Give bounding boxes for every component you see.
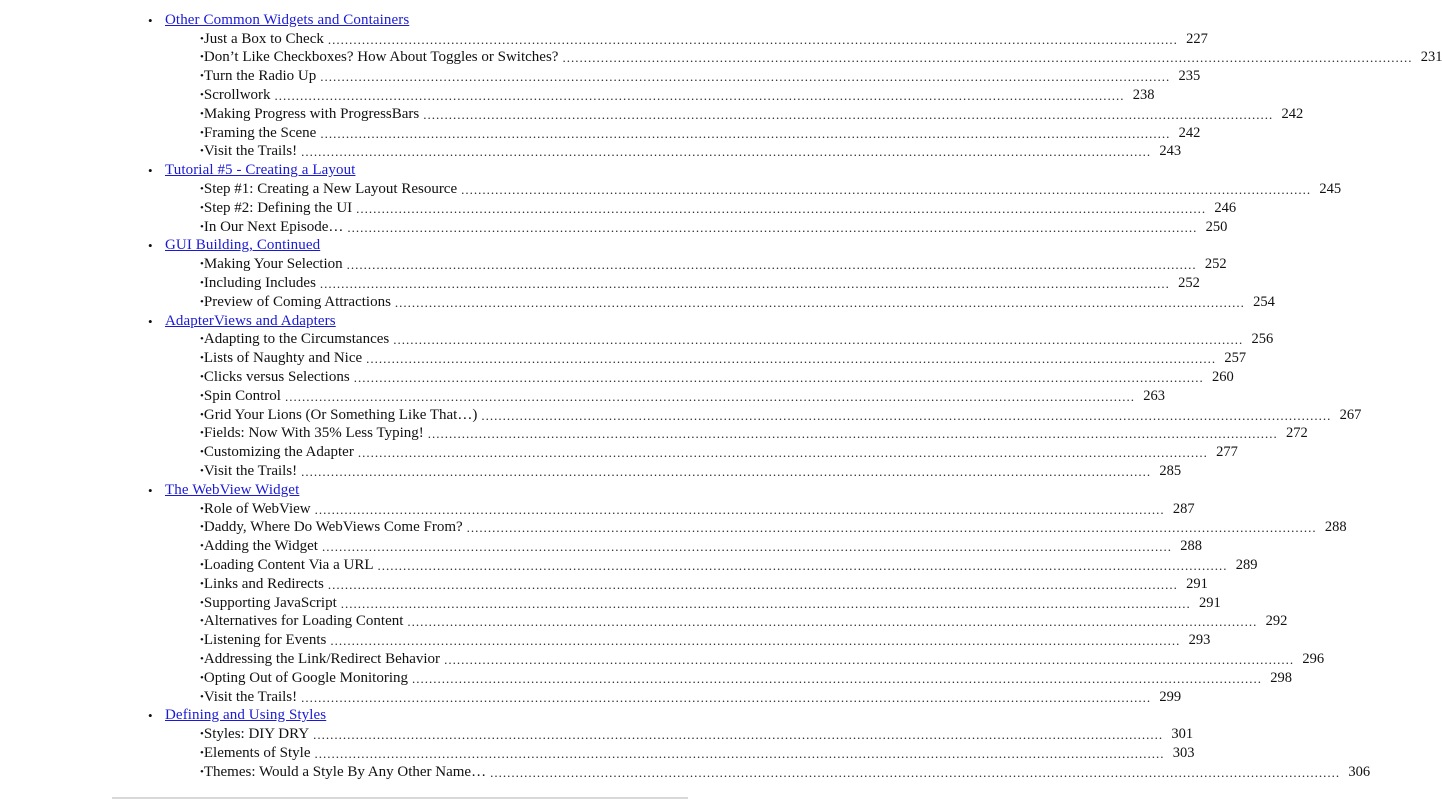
toc-entry xyxy=(200,30,1208,49)
dot-leader: ........................................................................................................................................................................................................ xyxy=(301,144,1152,160)
bullet-icon: • xyxy=(200,596,204,609)
dot-leader: ........................................................................................................................................................................................................ xyxy=(274,88,1125,104)
toc-entry xyxy=(200,368,1234,387)
dot-leader: ........................................................................................................................................................................................................ xyxy=(327,576,1178,592)
bullet-icon: • xyxy=(200,145,204,158)
dot-leader: ........................................................................................................................................................................................................ xyxy=(320,69,1171,85)
page-number: 246 xyxy=(1214,199,1237,216)
bullet-icon: • xyxy=(200,427,204,440)
bullet-icon: • xyxy=(200,89,204,102)
bullet-icon: • xyxy=(200,502,204,515)
bullet-icon: • xyxy=(200,652,204,665)
dot-leader: ........................................................................................................................................................................................................ xyxy=(330,633,1181,649)
page-number: 267 xyxy=(1339,406,1362,423)
dot-leader: ........................................................................................................................................................................................................ xyxy=(313,727,1164,743)
chapter-link[interactable]: Defining and Using Styles xyxy=(165,707,327,724)
toc-entry xyxy=(200,575,1208,594)
entry-title: Including Includes xyxy=(203,275,316,292)
bullet-icon: • xyxy=(148,12,153,28)
entry-title: Daddy, Where Do WebViews Come From? xyxy=(203,519,463,536)
bullet-icon: • xyxy=(200,408,204,421)
dot-leader: ........................................................................................................................................................................................................ xyxy=(562,50,1413,66)
bullet-icon: • xyxy=(200,465,204,478)
page-number: 252 xyxy=(1204,256,1227,273)
bullet-icon: • xyxy=(200,521,204,534)
bullet-icon: • xyxy=(200,728,204,741)
toc-entry xyxy=(200,274,1200,293)
toc-entry xyxy=(200,613,1288,632)
toc-chapter xyxy=(148,161,688,180)
toc-entry xyxy=(200,631,1211,650)
bullet-icon: • xyxy=(200,70,204,83)
dot-leader: ........................................................................................................................................................................................................ xyxy=(301,689,1152,705)
entry-title: Customizing the Adapter xyxy=(203,444,354,461)
page-number: 287 xyxy=(1172,500,1195,517)
toc-entry xyxy=(200,519,1347,538)
toc-entry xyxy=(200,425,1308,444)
table-of-contents xyxy=(148,11,1442,782)
toc-chapter xyxy=(148,312,688,331)
dot-leader: ........................................................................................................................................................................................................ xyxy=(412,670,1263,686)
entry-title: Step #2: Defining the UI xyxy=(203,199,353,216)
page-number: 235 xyxy=(1178,68,1201,85)
dot-leader: ........................................................................................................................................................................................................ xyxy=(366,351,1217,367)
page-number: 296 xyxy=(1302,650,1325,667)
chapter-link[interactable]: The WebView Widget xyxy=(165,481,300,498)
toc-entry xyxy=(200,744,1195,763)
page-number: 242 xyxy=(1178,124,1201,141)
dot-leader: ........................................................................................................................................................................................................ xyxy=(320,125,1171,141)
page-number: 243 xyxy=(1159,143,1182,160)
chapter-link[interactable]: AdapterViews and Adapters xyxy=(165,312,336,329)
toc-entry xyxy=(200,349,1247,368)
dot-leader: ........................................................................................................................................................................................................ xyxy=(347,219,1198,235)
entry-title: Supporting JavaScript xyxy=(203,594,337,611)
bullet-icon: • xyxy=(148,313,153,329)
dot-leader: ........................................................................................................................................................................................................ xyxy=(356,200,1207,216)
bullet-icon: • xyxy=(200,446,204,459)
entry-title: Lists of Naughty and Nice xyxy=(203,350,363,367)
toc-entry xyxy=(200,669,1293,688)
toc-entry xyxy=(200,462,1182,481)
toc-entry xyxy=(200,725,1194,744)
bullet-icon: • xyxy=(200,371,204,384)
toc-chapter xyxy=(148,11,688,30)
bullet-icon: • xyxy=(200,634,204,647)
dot-leader: ........................................................................................................................................................................................................ xyxy=(357,445,1208,461)
toc-entry xyxy=(200,199,1237,218)
dot-leader: ........................................................................................................................................................................................................ xyxy=(444,651,1295,667)
dot-leader: ........................................................................................................................................................................................................ xyxy=(466,520,1317,536)
toc-entry xyxy=(200,537,1202,556)
bullet-icon: • xyxy=(200,51,204,64)
bullet-icon: • xyxy=(200,126,204,139)
page-bottom-rule xyxy=(112,797,688,799)
dot-leader: ........................................................................................................................................................................................................ xyxy=(481,407,1332,423)
toc-entry xyxy=(200,331,1274,350)
entry-title: Clicks versus Selections xyxy=(203,369,350,386)
page-number: 292 xyxy=(1265,613,1288,630)
bullet-icon: • xyxy=(200,540,204,553)
entry-title: Framing the Scene xyxy=(203,124,317,141)
bullet-icon: • xyxy=(200,559,204,571)
page-number: 256 xyxy=(1251,331,1274,348)
entry-title: Loading Content Via a URL xyxy=(203,557,374,573)
toc-entry xyxy=(200,105,1304,124)
bullet-icon: • xyxy=(200,220,204,233)
page-number: 242 xyxy=(1281,105,1304,122)
dot-leader: ........................................................................................................................................................................................................ xyxy=(394,294,1245,310)
toc-entry xyxy=(200,293,1275,312)
page-number: 288 xyxy=(1180,538,1202,555)
entry-title: Adapting to the Circumstances xyxy=(203,331,390,348)
dot-leader: ........................................................................................................................................................................................................ xyxy=(314,745,1165,761)
bullet-icon: • xyxy=(200,746,204,759)
entry-title: Elements of Style xyxy=(203,744,311,761)
entry-title: Scrollwork xyxy=(203,87,271,104)
dot-leader: ........................................................................................................................................................................................................ xyxy=(461,182,1312,198)
page-number: 303 xyxy=(1172,744,1195,761)
dot-leader: ........................................................................................................................................................................................................ xyxy=(423,106,1274,122)
entry-title: Listening for Events xyxy=(203,632,327,649)
bullet-icon: • xyxy=(200,333,204,346)
toc-entry xyxy=(200,143,1182,162)
bullet-icon: • xyxy=(200,765,204,778)
entry-title: Adding the Widget xyxy=(203,538,318,555)
bullet-icon: • xyxy=(200,258,204,271)
entry-title: Grid Your Lions (Or Something Like That…) xyxy=(203,406,478,423)
entry-title: Visit the Trails! xyxy=(203,143,298,160)
chapter-link[interactable]: GUI Building, Continued xyxy=(165,237,321,254)
bullet-icon: • xyxy=(200,295,204,308)
dot-leader: ........................................................................................................................................................................................................ xyxy=(377,558,1228,573)
dot-leader: ........................................................................................................................................................................................................ xyxy=(407,614,1258,630)
toc-entry xyxy=(200,387,1165,406)
bullet-icon: • xyxy=(148,163,153,179)
toc-chapter xyxy=(148,481,688,500)
toc-entry xyxy=(200,443,1238,462)
toc-chapter xyxy=(148,706,688,725)
entry-title: Role of WebView xyxy=(203,500,311,517)
bullet-icon: • xyxy=(200,352,204,365)
entry-title: Making Progress with ProgressBars xyxy=(203,105,420,122)
entry-title: Just a Box to Check xyxy=(203,30,324,47)
toc-entry xyxy=(200,406,1362,425)
entry-title: Fields: Now With 35% Less Typing! xyxy=(203,425,424,442)
toc-entry xyxy=(200,86,1155,105)
page-number: 252 xyxy=(1178,275,1200,292)
entry-title: Visit the Trails! xyxy=(203,688,298,705)
entry-title: Links and Redirects xyxy=(203,575,324,592)
entry-title: Step #1: Creating a New Layout Resource xyxy=(203,181,458,198)
entry-title: Alternatives for Loading Content xyxy=(203,613,404,630)
page-number: 250 xyxy=(1205,218,1228,235)
page-number: 285 xyxy=(1159,463,1182,480)
page-number: 288 xyxy=(1324,519,1347,536)
dot-leader: ........................................................................................................................................................................................................ xyxy=(490,764,1341,780)
page-number: 254 xyxy=(1253,293,1275,310)
entry-title: In Our Next Episode… xyxy=(203,218,344,235)
dot-leader: ........................................................................................................................................................................................................ xyxy=(346,257,1197,273)
page-number: 298 xyxy=(1270,669,1293,686)
toc-entry xyxy=(200,594,1221,613)
page-number: 260 xyxy=(1211,369,1234,386)
entry-title: Themes: Would a Style By Any Other Name… xyxy=(203,763,487,780)
chapter-link[interactable]: Tutorial #5 - Creating a Layout xyxy=(165,162,356,179)
dot-leader: ........................................................................................................................................................................................................ xyxy=(327,31,1178,47)
entry-title: Turn the Radio Up xyxy=(203,68,317,85)
chapter-link[interactable]: Other Common Widgets and Containers xyxy=(165,11,410,28)
bullet-icon: • xyxy=(148,482,153,498)
entry-title: Visit the Trails! xyxy=(203,463,298,480)
entry-title: Preview of Coming Attractions xyxy=(203,293,391,310)
dot-leader: ........................................................................................................................................................................................................ xyxy=(393,332,1244,348)
page-number: 306 xyxy=(1348,763,1371,780)
bullet-icon: • xyxy=(200,577,204,590)
page-number: 238 xyxy=(1132,87,1155,104)
bullet-icon: • xyxy=(200,671,204,684)
toc-entry xyxy=(200,180,1342,199)
page-number: 301 xyxy=(1171,726,1194,743)
dot-leader: ........................................................................................................................................................................................................ xyxy=(427,426,1278,442)
toc-entry xyxy=(200,67,1201,86)
bullet-icon: • xyxy=(148,238,153,254)
dot-leader: ........................................................................................................................................................................................................ xyxy=(340,595,1191,611)
dot-leader: ........................................................................................................................................................................................................ xyxy=(319,276,1170,292)
toc-entry xyxy=(200,688,1182,707)
bullet-icon: • xyxy=(200,32,204,45)
page-number: 299 xyxy=(1159,688,1182,705)
bullet-icon: • xyxy=(200,201,204,214)
dot-leader: ........................................................................................................................................................................................................ xyxy=(284,388,1135,404)
dot-leader: ........................................................................................................................................................................................................ xyxy=(314,501,1165,517)
entry-title: Addressing the Link/Redirect Behavior xyxy=(203,650,441,667)
bullet-icon: • xyxy=(200,389,204,402)
toc-entry xyxy=(200,650,1325,669)
toc-entry xyxy=(200,218,1228,237)
page-number: 272 xyxy=(1285,425,1308,442)
entry-title: Opting Out of Google Monitoring xyxy=(203,669,409,686)
page-number: 277 xyxy=(1216,444,1238,461)
page-number: 289 xyxy=(1235,557,1258,573)
dot-leader: ........................................................................................................................................................................................................ xyxy=(301,464,1152,480)
bullet-icon: • xyxy=(148,708,153,724)
toc-entry xyxy=(200,556,1258,575)
entry-title: Making Your Selection xyxy=(203,256,343,273)
page-number: 293 xyxy=(1188,632,1211,649)
bullet-icon: • xyxy=(200,277,204,290)
entry-title: Spin Control xyxy=(203,387,281,404)
page-number: 231 xyxy=(1420,49,1442,66)
dot-leader: ........................................................................................................................................................................................................ xyxy=(353,370,1204,386)
dot-leader: ........................................................................................................................................................................................................ xyxy=(321,539,1172,555)
toc-chapter xyxy=(148,237,688,256)
entry-title: Don’t Like Checkboxes? How About Toggles or Switches? xyxy=(203,49,559,66)
toc-entry xyxy=(200,124,1201,143)
bullet-icon: • xyxy=(200,615,204,628)
page-number: 263 xyxy=(1143,387,1165,404)
toc-entry xyxy=(200,763,1371,782)
page-number: 291 xyxy=(1199,594,1221,611)
toc-entry xyxy=(200,255,1227,274)
bullet-icon: • xyxy=(200,690,204,703)
page-number: 291 xyxy=(1186,575,1208,592)
toc-entry xyxy=(200,49,1442,68)
page-number: 227 xyxy=(1186,30,1208,47)
page-number: 257 xyxy=(1224,350,1247,367)
bullet-icon: • xyxy=(200,107,204,120)
toc-entry xyxy=(200,500,1195,519)
entry-title: Styles: DIY DRY xyxy=(203,726,310,743)
page-number: 245 xyxy=(1319,181,1342,198)
bullet-icon: • xyxy=(200,183,204,196)
